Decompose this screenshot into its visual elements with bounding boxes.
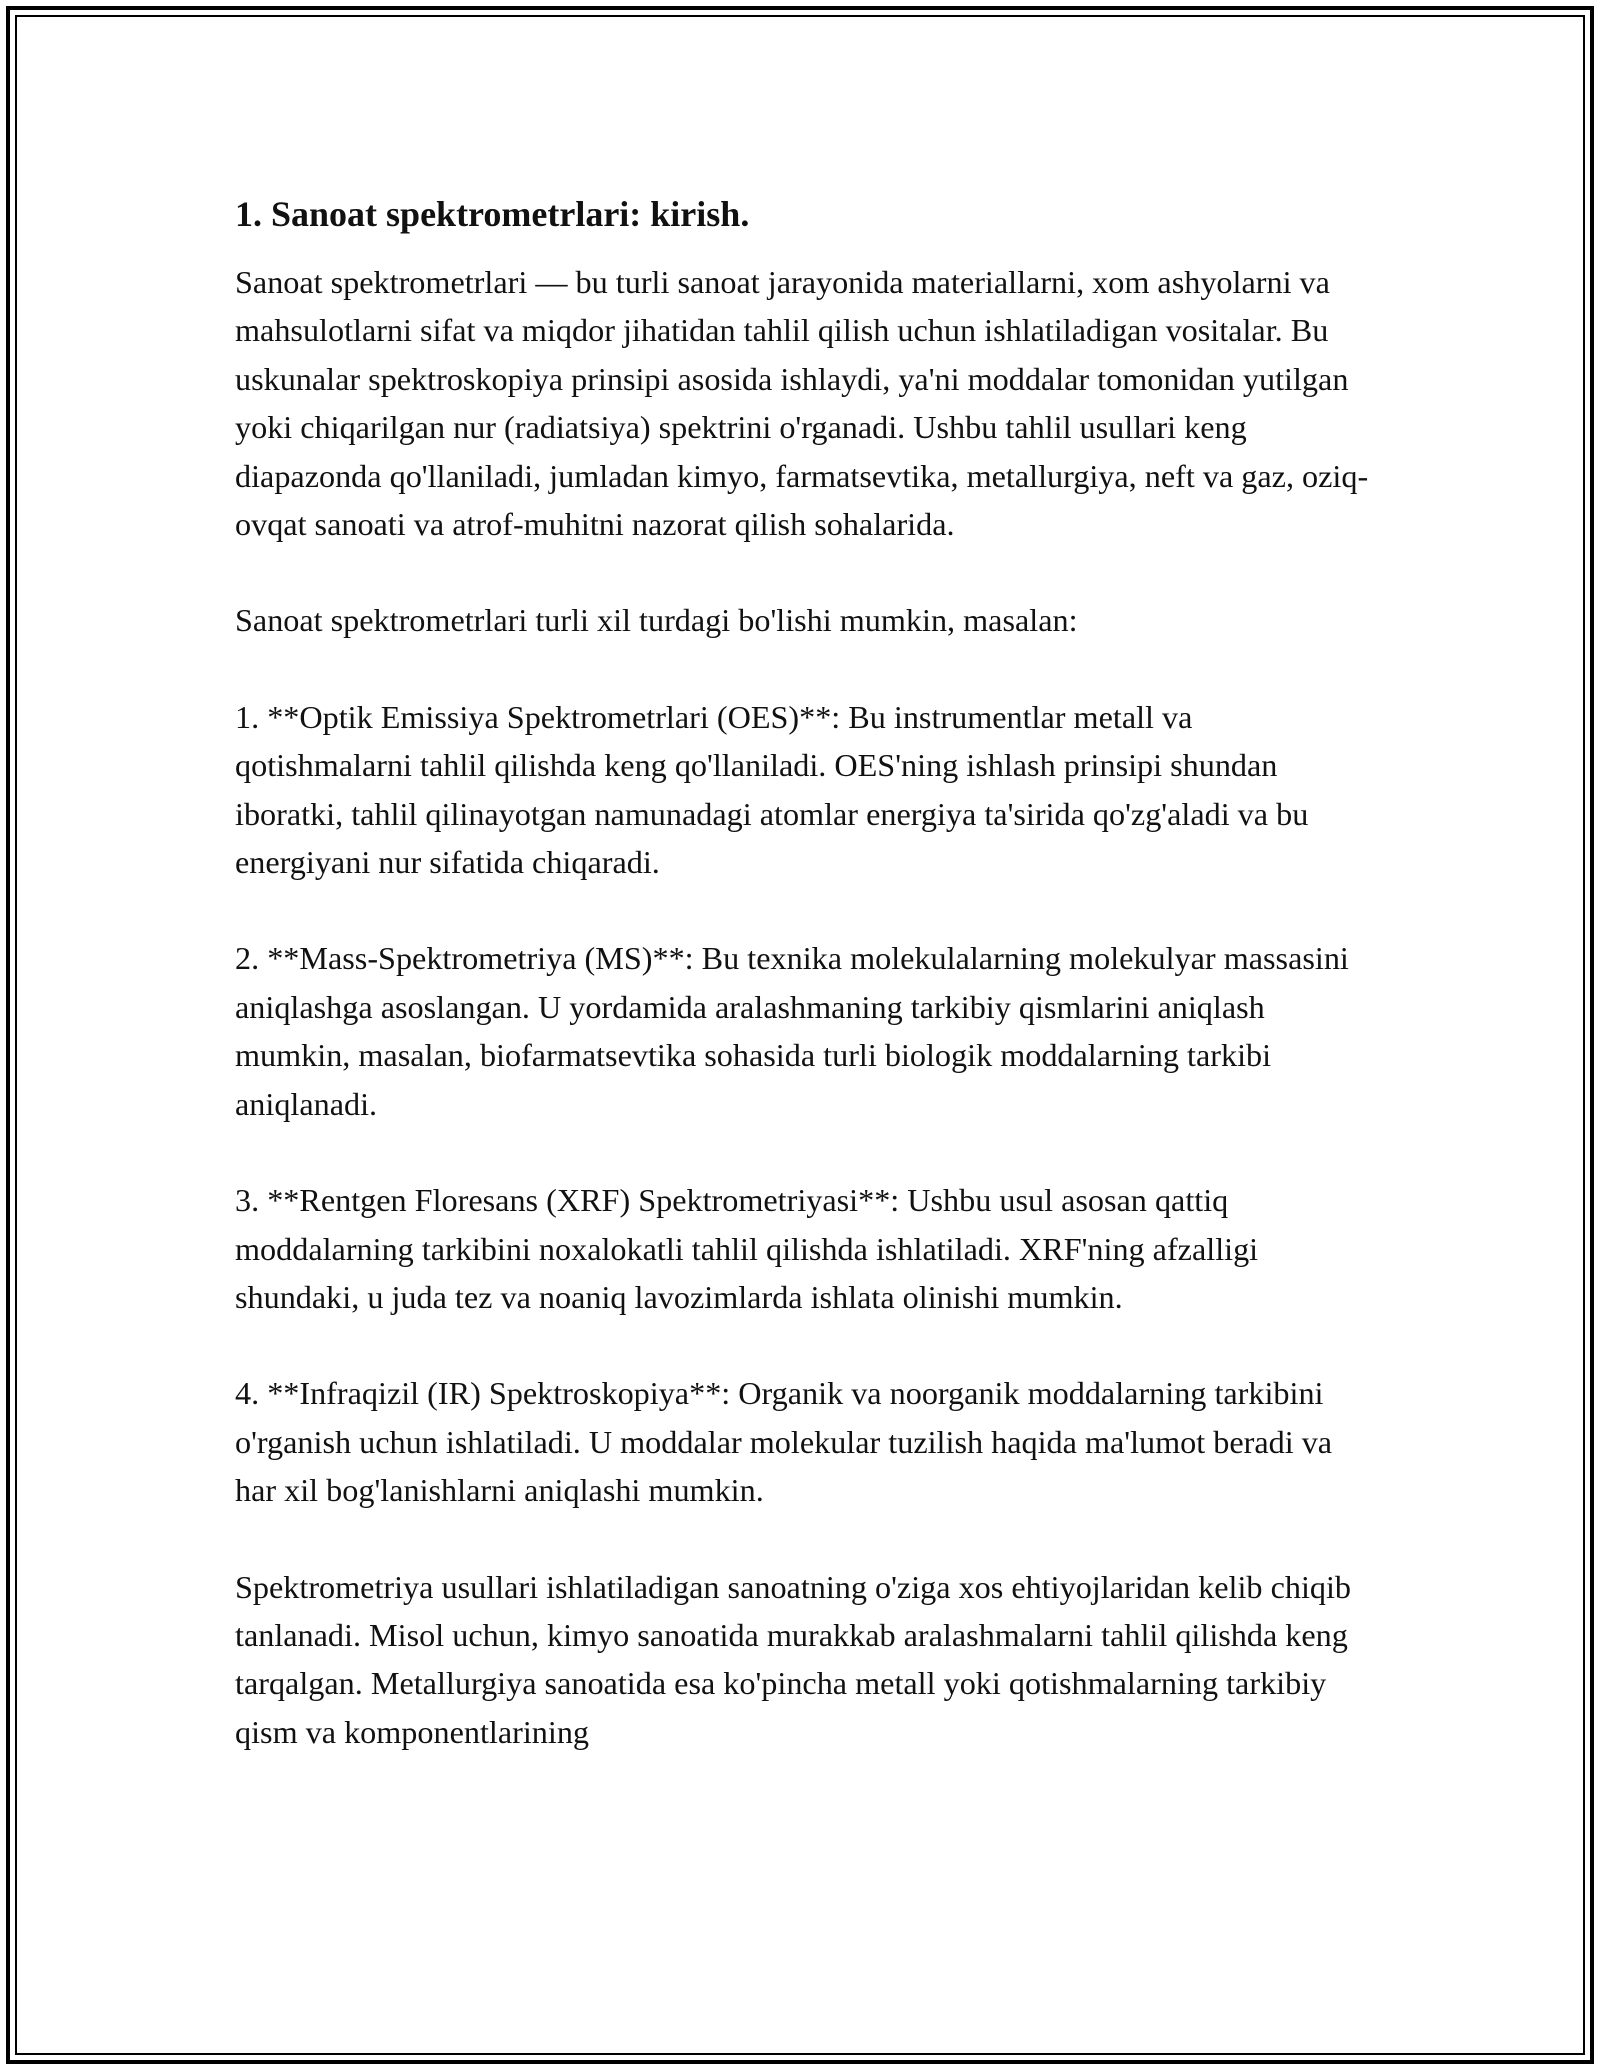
list-item-ms: 2. **Mass-Spektrometriya (MS)**: Bu texnika molekulalarning molekulyar massasini aniqlashga asoslangan. U yordamida aralashmaning tarkibiy qismlarini aniqlash mumkin, masalan, biofarmatsevtika sohasida turli biologik moddalarning tarkibi aniqlanadi. xyxy=(235,940,1349,1122)
list-item-ir: 4. **Infraqizil (IR) Spektroskopiya**: Organik va noorganik moddalarning tarkibini o'rganish uchun ishlatiladi. U moddalar molekular tuzilish haqida ma'lumot beradi va har xil bog'lanishlarni aniqlashi mumkin. xyxy=(235,1375,1333,1509)
paragraph-types-lead: Sanoat spektrometrlari turli xil turdagi bo'lishi mumkin, masalan: xyxy=(235,602,1078,639)
paragraph-intro: Sanoat spektrometrlari — bu turli sanoat jarayonida materiallarni, xom ashyolarni va mahsulotlarni sifat va miqdor jihatidan tahlil qilish uchun ishlatiladigan vositalar. Bu uskunalar spektroskopiya prinsipi asosida ishlaydi, ya'ni moddalar tomonidan yutilgan yoki chiqarilgan nur (radiatsiya) spektrini o'rganadi. Ushbu tahlil usullari keng diapazonda qo'llaniladi, jumladan kimyo, farmatsevtika, metallurgiya, neft va gaz, oziq-ovqat sanoati va atrof-muhitni nazorat qilish sohalarida. xyxy=(235,264,1369,543)
section-heading: 1. Sanoat spektrometrlari: kirish. xyxy=(235,194,750,234)
list-item-oes: 1. **Optik Emissiya Spektrometrlari (OES)**: Bu instrumentlar metall va qotishmalarni tahlil qilishda keng qo'llaniladi. OES'ning ishlash prinsipi shundan iboratki, tahlil qilinayotgan namunadagi atomlar energiya ta'sirida qo'zg'aladi va bu energiyani nur sifatida chiqaradi. xyxy=(235,698,1309,881)
list-item-xrf: 3. **Rentgen Floresans (XRF) Spektrometriyasi**: Ushbu usul asosan qattiq moddalarning tarkibini noxalokatli tahlil qilishda ishlatiladi. XRF'ning afzalligi shundaki, u juda tez va noaniq lavozimlarda ishlata olinishi mumkin. xyxy=(235,1182,1259,1315)
document-body xyxy=(235,190,1375,1804)
paragraph-selection: Spektrometriya usullari ishlatiladigan sanoatning o'ziga xos ehtiyojlaridan kelib chiqib tanlanadi. Misol uchun, kimyo sanoatida murakkab aralashmalarni tahlil qilishda keng tarqalgan. Metallurgiya sanoatida esa ko'pincha metall yoki qotishmalarning tarkibiy qism va komponentlarining xyxy=(235,1568,1352,1750)
